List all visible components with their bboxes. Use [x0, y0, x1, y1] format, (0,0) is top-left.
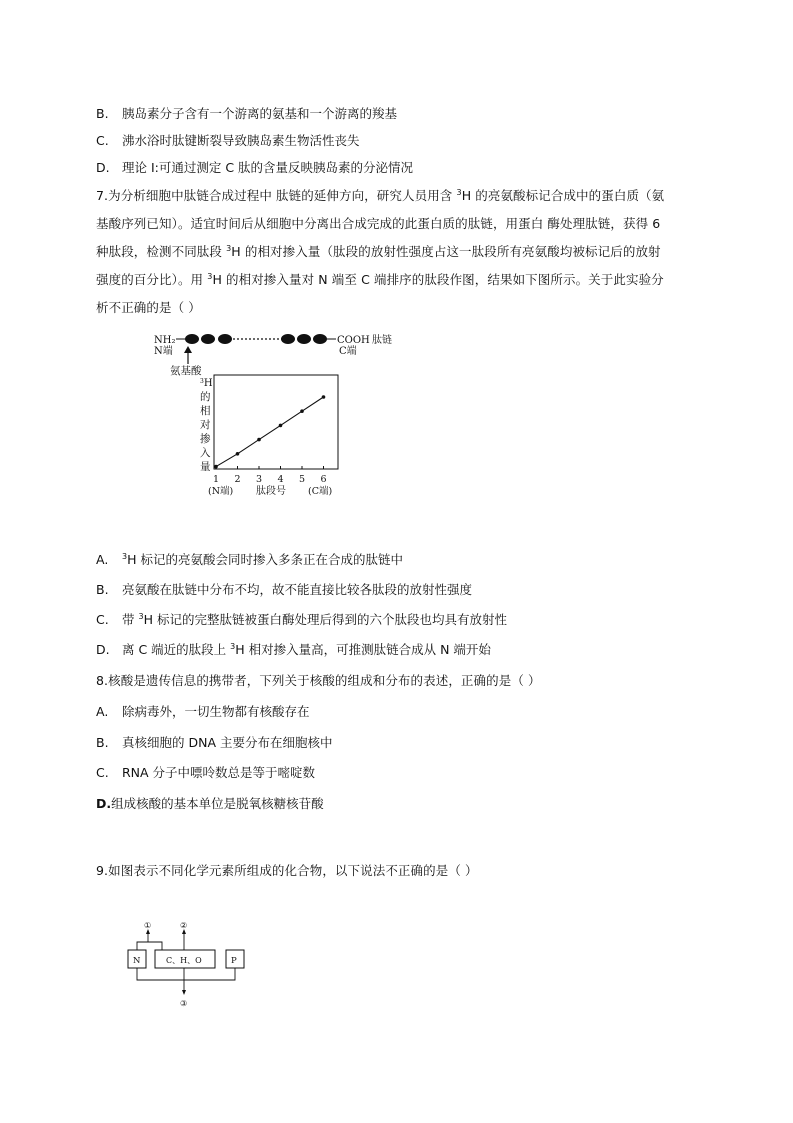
x-tick-label: 3 [256, 474, 263, 485]
x-tick-label: 2 [234, 474, 241, 485]
x-axis-label: 肽段号 [256, 486, 286, 497]
y-label-char: 入 [200, 447, 211, 459]
output-1-label: ① [144, 921, 152, 930]
n-end-label: N端 [154, 346, 173, 357]
y-label-char: 对 [200, 419, 211, 431]
residue-5 [297, 334, 311, 344]
residue-3 [218, 334, 232, 344]
q7-stem-line-5: 析不正确的是（ ） [96, 300, 201, 315]
q7-stem-line-2: 基酸序列已知）。适宜时间后从细胞中分离出合成完成的此蛋白质的肽链，用蛋白 酶处理肽链，获得 6 [96, 216, 661, 231]
q7-option-b: B. 亮氨酸在肽链中分布不均，故不能直接比较各肽段的放射性强度 [96, 582, 473, 597]
x-tick-label: 1 [213, 474, 220, 485]
q7-option-c: C. 带 $^3$H 标记的完整肽链被蛋白酶处理后得到的六个肽段也均具有放射性 [96, 612, 507, 627]
x-left-label: (N端) [208, 486, 234, 497]
chain-label: 肽链 [372, 335, 392, 346]
q8-option-c: C. RNA 分子中嘌呤数总是等于嘧啶数 [96, 765, 316, 780]
q7-figure [150, 328, 410, 500]
series-line [214, 395, 325, 468]
residue-2 [201, 334, 215, 344]
q7-option-a: A. $^3$H 标记的亮氨酸会同时掺入多条正在合成的肽链中 [96, 552, 403, 567]
residue-6 [313, 334, 327, 344]
data-point [257, 438, 261, 442]
q9-figure [126, 920, 256, 1012]
nh2-label: NH₂ [154, 335, 176, 346]
q8-option-a: A. 除病毒外，一切生物都有核酸存在 [96, 704, 310, 719]
data-point [279, 424, 283, 428]
data-point [300, 409, 304, 413]
q7-option-d: D. 离 C 端近的肽段上 $^3$H 相对掺入量高，可推测肽链合成从 N 端开始 [96, 642, 491, 657]
x-right-label: (C端) [308, 486, 333, 497]
q8-stem: 8.核酸是遗传信息的携带者，下列关于核酸的组成和分布的表述，正确的是（ ） [96, 673, 541, 688]
residue-1 [185, 334, 199, 344]
q9-stem: 9.如图表示不同化学元素所组成的化合物，以下说法不正确的是（ ） [96, 863, 478, 878]
q8-option-b: B. 真核细胞的 DNA 主要分布在细胞核中 [96, 735, 333, 750]
box-p-label: P [231, 956, 237, 966]
x-tick-label: 5 [299, 474, 306, 485]
q6-option-d: D. 理论 I:可通过测定 C 肽的含量反映胰岛素的分泌情况 [96, 160, 414, 175]
c-end-label: C端 [339, 346, 357, 357]
x-tick-label: 4 [277, 474, 284, 485]
data-point [322, 395, 326, 399]
q7-stem-line-4: 强度的百分比）。用 $^3$H 的相对掺入量对 N 端至 C 端排序的肽段作图，结果如下图所示。关于此实验分 [96, 272, 664, 287]
output-3-label: ③ [180, 999, 188, 1008]
residue-4 [281, 334, 295, 344]
q6-option-b: B. 胰岛素分子含有一个游离的氨基和一个游离的羧基 [96, 106, 398, 121]
series-polyline [216, 397, 324, 467]
cooh-label: COOH [337, 335, 370, 346]
y-label-char: 的 [200, 391, 211, 403]
q6-option-c: C. 沸水浴时肽键断裂导致胰岛素生物活性丧失 [96, 133, 360, 148]
y-axis-label [200, 391, 211, 473]
y-label-char: 掺 [200, 433, 211, 445]
box-n-label: N [133, 956, 141, 966]
x-tick-label: 6 [320, 474, 327, 485]
connector-3 [137, 968, 235, 980]
amino-acid-label: 氨基酸 [170, 365, 202, 377]
output-2-label: ② [180, 921, 188, 930]
data-point [236, 452, 240, 456]
box-cho-label: C、H、O [166, 956, 202, 965]
y-label-char: 量 [200, 461, 211, 473]
q8-option-d: D.组成核酸的基本单位是脱氧核糖核苷酸 [96, 796, 324, 811]
y-label-h: $^3$H [200, 378, 213, 389]
arrow-up-icon [184, 346, 192, 353]
connector-1 [137, 942, 162, 950]
plot-frame [214, 375, 338, 469]
q7-stem-line-3: 种肽段，检测不同肽段 $^3$H 的相对掺入量（肽段的放射性强度占这一肽段所有亮氨酸均被标记后的放射 [96, 244, 661, 259]
q7-stem-line-1: 7.为分析细胞中肽链合成过程中 肽链的延伸方向，研究人员用含 $^3$H 的亮氨酸标记合成中的蛋白质（氨 [96, 188, 665, 203]
y-label-char: 相 [200, 405, 211, 417]
arrow-3-down-icon [182, 990, 186, 995]
